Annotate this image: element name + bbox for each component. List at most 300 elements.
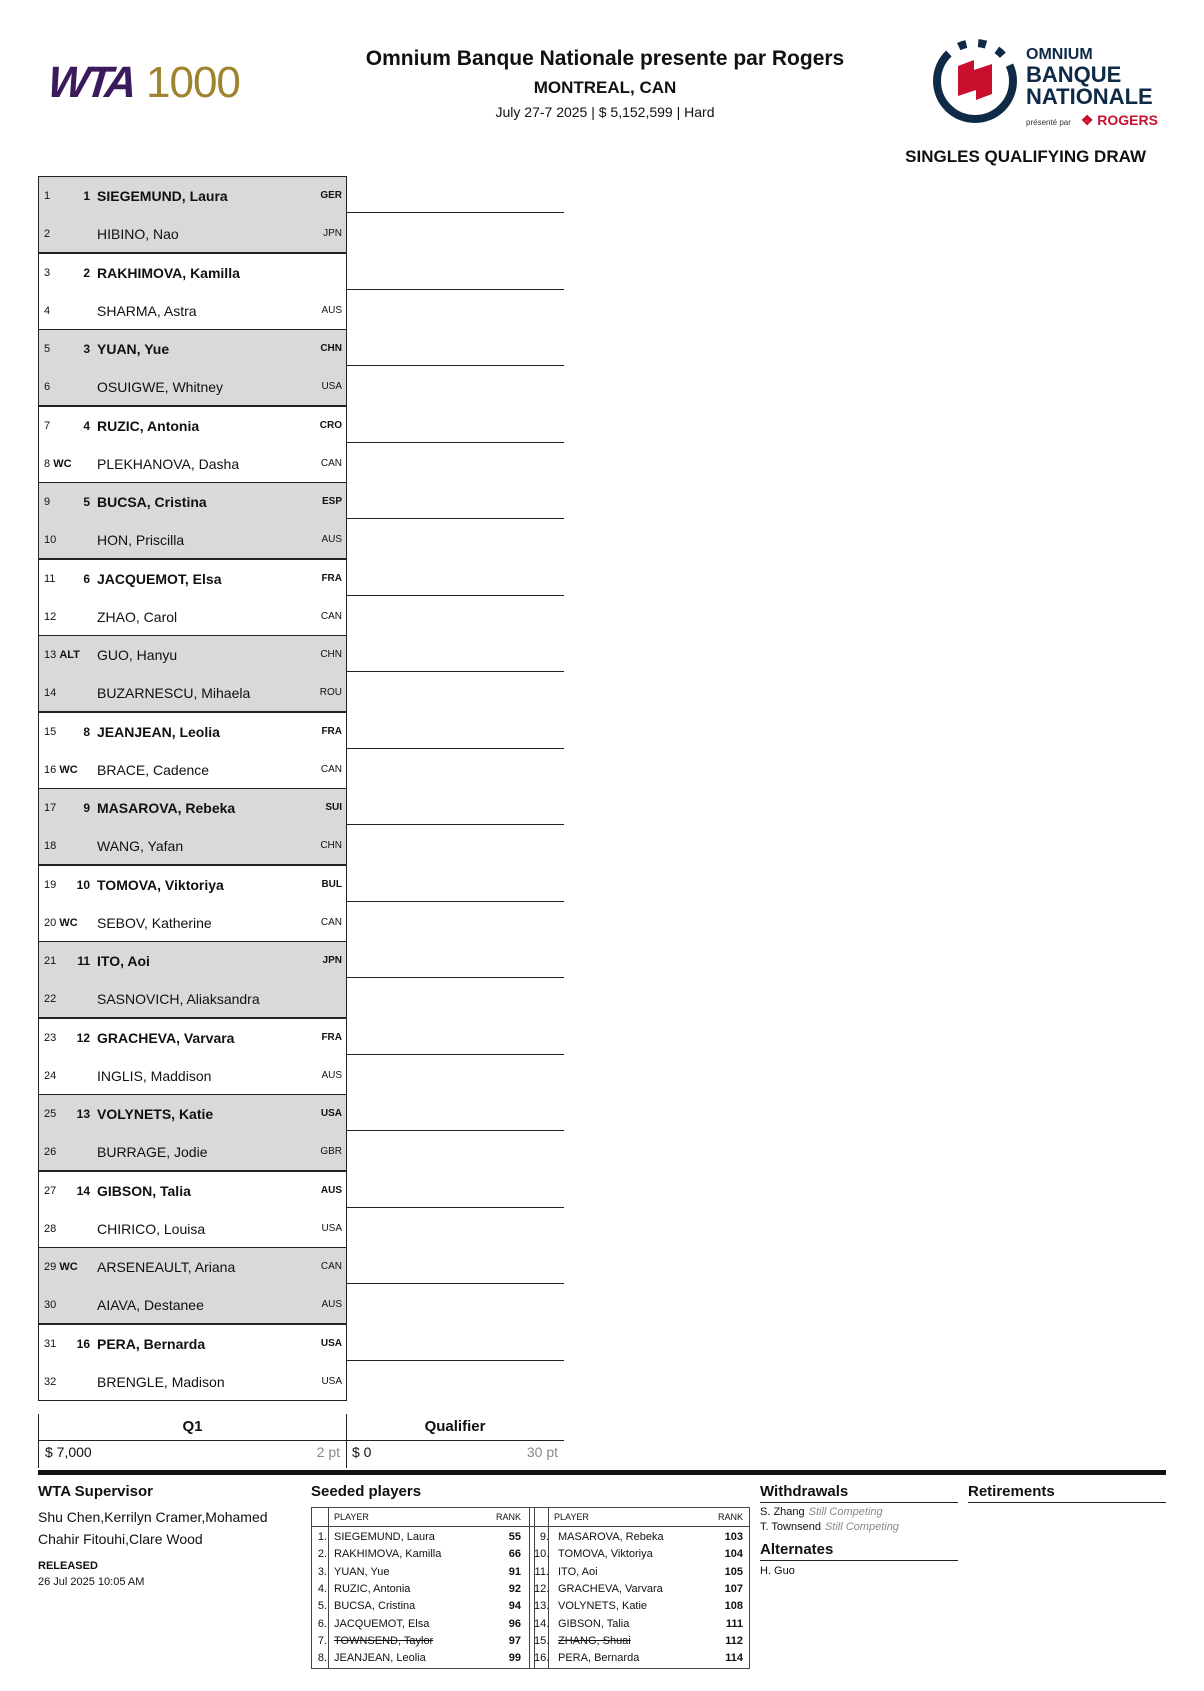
qualifier-slot-line [346, 595, 564, 596]
bnc-emblem-icon [930, 36, 1020, 126]
seeded-player-rank: 104 [724, 1548, 743, 1561]
seeded-player-name: TOWNSEND, Taylor [334, 1634, 434, 1647]
player-country: JPN [322, 955, 342, 966]
released-datetime: 26 Jul 2025 10:05 AM [38, 1576, 145, 1588]
player-country: USA [321, 1222, 342, 1234]
draw-position [44, 215, 50, 253]
qualifier-slot-line [346, 824, 564, 825]
player-country: ROU [319, 687, 342, 698]
seeded-player-name: MASAROVA, Rebeka [558, 1531, 664, 1543]
seeded-header-right [530, 1508, 749, 1527]
seed-number: 1 [83, 189, 90, 203]
player-name[interactable]: CHIRICO, Louisa [97, 1220, 206, 1237]
draw-position [44, 368, 50, 406]
player-name[interactable]: JACQUEMOT, Elsa [97, 570, 222, 587]
qualifier-slot-line [346, 1130, 564, 1131]
seed-index: 7. [317, 1634, 327, 1647]
player-country: FRA [321, 1031, 342, 1043]
withdrawals-title: Withdrawals [760, 1483, 958, 1503]
draw-position [44, 1095, 56, 1133]
seeded-player-name: JEANJEAN, Leolia [334, 1652, 426, 1665]
seeded-row [312, 1633, 529, 1651]
draw-position-number: 4 [44, 304, 51, 317]
withdrawals-section [760, 1483, 958, 1579]
player-name[interactable]: BRENGLE, Madison [97, 1373, 225, 1390]
player-country: GBR [320, 1146, 342, 1157]
draw-position [44, 980, 56, 1018]
draw-line [39, 636, 346, 674]
supervisor-title: WTA Supervisor [38, 1483, 154, 1500]
draw-line [39, 1172, 346, 1210]
seeded-col-rank: RANK [495, 1512, 521, 1522]
round-prize: $ 0 [352, 1444, 372, 1460]
draw-line [39, 254, 346, 292]
qualifier-slot-line [346, 901, 564, 902]
player-name[interactable]: TOMOVA, Viktoriya [97, 876, 224, 893]
draw-match [38, 1171, 347, 1248]
seeded-row [312, 1598, 529, 1616]
draw-position-number: 32 [44, 1375, 57, 1388]
player-name[interactable]: ITO, Aoi [97, 953, 150, 969]
seed-number: 2 [83, 265, 90, 280]
seed-index: 1. [317, 1531, 327, 1543]
draw-type: SINGLES QUALIFYING DRAW [905, 147, 1146, 166]
draw-match [38, 559, 347, 636]
qualifier-slot-line [346, 1207, 564, 1208]
player-name[interactable]: ARSENEAULT, Ariana [97, 1259, 236, 1275]
round-q1 [38, 1414, 347, 1468]
draw-position [44, 674, 56, 712]
draw-match [38, 635, 347, 712]
player-country: USA [320, 1108, 342, 1119]
draw-line [39, 674, 346, 712]
player-name[interactable]: GIBSON, Talia [97, 1182, 191, 1199]
seed-number: 4 [83, 418, 90, 433]
footer-divider [38, 1470, 1166, 1475]
tournament-header [320, 46, 890, 122]
draw-position [44, 1019, 56, 1057]
seeded-col-rank: RANK [717, 1512, 743, 1522]
draw-position [44, 636, 80, 674]
draw-position [44, 177, 50, 215]
supervisor-section [38, 1483, 308, 1588]
draw-match [38, 406, 347, 483]
entry-tag: WC [59, 916, 78, 929]
draw-line [39, 368, 346, 406]
player-name[interactable]: BUCSA, Cristina [97, 494, 207, 510]
sponsor-rogers [1026, 111, 1158, 132]
entry-tag: WC [53, 457, 72, 470]
draw-line [39, 1210, 346, 1248]
draw-position-number: 25 [44, 1108, 57, 1120]
seed-index: 13. [534, 1600, 550, 1613]
player-name[interactable]: SHARMA, Astra [97, 302, 197, 319]
player-name[interactable]: RUZIC, Antonia [97, 417, 200, 434]
seeded-row [312, 1616, 529, 1634]
seed-index: 3. [317, 1565, 327, 1578]
draw-position [44, 1286, 56, 1324]
draw-line [39, 827, 346, 865]
draw-position [44, 713, 56, 751]
seed-number: 8 [83, 724, 90, 739]
round-name: Qualifier [346, 1414, 564, 1441]
seeded-player-name: RAKHIMOVA, Kamilla [334, 1548, 442, 1561]
player-country: USA [321, 381, 342, 392]
seeded-player-rank: 94 [508, 1600, 521, 1613]
player-name[interactable]: SIEGEMUND, Laura [97, 188, 228, 204]
player-country: FRA [321, 725, 342, 737]
draw-position [44, 1363, 56, 1401]
draw-position-number: 5 [44, 343, 51, 355]
player-name[interactable]: MASAROVA, Rebeka [97, 800, 236, 816]
player-country: CAN [320, 916, 342, 928]
player-country: CHN [320, 343, 342, 354]
player-name[interactable]: GRACHEVA, Varvara [97, 1029, 235, 1046]
seed-index: 5. [317, 1600, 327, 1613]
entry-tag: WC [59, 1261, 78, 1273]
qualifier-slot-line [346, 365, 564, 366]
draw-match [38, 712, 347, 789]
seeded-header-left [312, 1508, 529, 1527]
draw-position-number: 6 [44, 381, 51, 393]
supervisor-names-line: Shu Chen,Kerrilyn Cramer,Mohamed [38, 1509, 268, 1525]
seeded-row [534, 1581, 749, 1599]
withdrawal-status: Still Competing [808, 1506, 883, 1518]
seed-index: 10. [534, 1548, 550, 1561]
seed-index: 14. [534, 1617, 550, 1630]
player-country: BUL [321, 878, 342, 890]
seed-index: 4. [317, 1582, 327, 1595]
seeded-player-name: ITO, Aoi [558, 1565, 598, 1578]
seeded-row [534, 1598, 749, 1616]
draw-position-number: 17 [44, 802, 57, 814]
qualifier-slot-line [346, 1283, 564, 1284]
qualifier-slot-line [346, 1054, 564, 1055]
player-name[interactable]: ZHAO, Carol [97, 608, 178, 625]
draw-match [38, 1324, 347, 1401]
seeded-row [534, 1633, 749, 1651]
seeded-title: Seeded players [311, 1483, 422, 1500]
seeded-player-name: BUCSA, Cristina [334, 1600, 416, 1613]
player-name[interactable]: JEANJEAN, Leolia [97, 723, 220, 740]
draw-position-number: 20 [44, 916, 57, 929]
round-points: 2 pt [316, 1444, 340, 1460]
qualifier-slot-line [346, 289, 564, 290]
qualifier-slot-line [346, 518, 564, 519]
draw-position-number: 31 [44, 1337, 57, 1350]
seeded-row [312, 1564, 529, 1582]
player-country: ESP [321, 496, 342, 507]
draw-position-number: 30 [44, 1299, 57, 1311]
seed-number: 3 [83, 342, 90, 356]
draw-position-number: 29 [44, 1261, 57, 1273]
draw-match [38, 176, 347, 253]
withdrawal-name: S. Zhang [760, 1506, 805, 1518]
rogers-icon: ❖ [1080, 112, 1094, 128]
player-country: AUS [320, 1184, 342, 1196]
seed-index: 6. [317, 1617, 327, 1630]
sponsor-line-3: NATIONALE [1026, 84, 1153, 109]
draw-match [38, 253, 347, 330]
player-country: AUS [321, 304, 342, 316]
seed-number: 12 [76, 1030, 90, 1045]
seeded-player-name: TOMOVA, Viktoriya [558, 1548, 653, 1561]
seed-number: 14 [76, 1183, 90, 1198]
seeded-player-rank: 108 [724, 1600, 743, 1613]
player-name[interactable]: WANG, Yafan [97, 838, 184, 854]
draw-position-number: 8 [44, 457, 51, 470]
round-prize-table [38, 1414, 566, 1470]
draw-position [44, 483, 50, 521]
seeded-row [312, 1650, 529, 1668]
draw-position [44, 942, 56, 980]
draw-position-number: 7 [44, 419, 51, 432]
sponsor-logo [930, 34, 1160, 134]
tournament-location: MONTREAL, CAN [533, 78, 677, 97]
wta-1000-logo [45, 58, 240, 107]
draw-line [39, 980, 346, 1018]
player-name[interactable]: SEBOV, Katherine [97, 914, 212, 931]
draw-match [38, 1094, 347, 1171]
player-name[interactable]: OSUIGWE, Whitney [97, 379, 224, 395]
draw-line [39, 713, 346, 751]
draw-position [44, 1133, 56, 1171]
draw-position-number: 16 [44, 763, 57, 776]
seeded-player-name: RUZIC, Antonia [334, 1582, 411, 1595]
draw-line [39, 1286, 346, 1324]
player-name[interactable]: PERA, Bernarda [97, 1335, 206, 1352]
draw-line [39, 751, 346, 789]
draw-position [44, 254, 50, 292]
draw-position [44, 827, 56, 865]
tournament-details: July 27-7 2025 | $ 5,152,599 | Hard [495, 104, 715, 120]
draw-line [39, 1057, 346, 1095]
qualifier-slot-line [346, 671, 564, 672]
player-country: CHN [320, 649, 342, 660]
draw-position-number: 28 [44, 1222, 57, 1235]
player-country: AUS [321, 1299, 342, 1310]
withdrawal-item [760, 1505, 958, 1520]
entry-tag: ALT [59, 649, 80, 661]
draw-position [44, 560, 55, 598]
draw-position [44, 1210, 56, 1248]
player-country: USA [320, 1337, 342, 1349]
draw-position-number: 24 [44, 1069, 57, 1082]
alternates-list [760, 1564, 958, 1579]
seeded-row [312, 1529, 529, 1547]
seeded-player-rank: 107 [724, 1582, 743, 1595]
draw-position [44, 789, 56, 827]
draw-line [39, 789, 346, 827]
draw-match [38, 1247, 347, 1324]
seeded-player-rank: 112 [725, 1634, 743, 1647]
qualifying-draw [38, 176, 348, 1400]
seeded-player-rank: 103 [724, 1531, 743, 1543]
seeded-players-section [311, 1483, 751, 1665]
seeded-player-name: VOLYNETS, Katie [558, 1600, 648, 1613]
player-country: CHN [320, 840, 342, 851]
draw-position-number: 1 [44, 190, 51, 202]
player-name[interactable]: BURRAGE, Jodie [97, 1144, 208, 1160]
player-name[interactable]: HON, Priscilla [97, 532, 185, 548]
player-name[interactable]: YUAN, Yue [97, 341, 170, 357]
player-country: CAN [320, 610, 342, 622]
withdrawal-name: T. Townsend [760, 1521, 821, 1533]
draw-line [39, 560, 346, 598]
player-country: JPN [323, 228, 342, 239]
seeded-player-name: PERA, Bernarda [558, 1652, 640, 1665]
sponsor-line-2: BANQUE [1026, 62, 1122, 87]
player-country: GER [320, 190, 342, 201]
withdrawal-status: Still Competing [824, 1521, 899, 1533]
draw-position-number: 26 [44, 1146, 57, 1158]
seeded-player-rank: 91 [508, 1565, 521, 1578]
draw-position-number: 23 [44, 1031, 57, 1044]
draw-position-number: 14 [44, 687, 57, 699]
seed-index: 11. [534, 1565, 549, 1578]
seeded-player-rank: 96 [508, 1617, 521, 1630]
withdrawal-item [760, 1520, 958, 1535]
seeded-player-name: YUAN, Yue [334, 1565, 390, 1578]
draw-line [39, 904, 346, 942]
player-name[interactable]: AIAVA, Destanee [97, 1297, 204, 1313]
seeded-player-rank: 92 [508, 1582, 521, 1595]
draw-position [44, 407, 50, 445]
draw-position-number: 13 [44, 649, 57, 661]
draw-match [38, 329, 347, 406]
draw-line [39, 1325, 346, 1363]
qualifier-slot-line [346, 977, 564, 978]
seed-number: 10 [76, 877, 90, 892]
player-country: AUS [321, 534, 342, 545]
player-country: SUI [325, 802, 342, 813]
seeded-player-rank: 114 [725, 1652, 743, 1665]
qualifier-slot-line [346, 212, 564, 213]
player-name[interactable]: PLEKHANOVA, Dasha [97, 455, 240, 472]
player-name[interactable]: BUZARNESCU, Mihaela [97, 685, 251, 701]
seed-index: 9. [539, 1531, 549, 1543]
draw-position [44, 1172, 56, 1210]
round-name: Q1 [39, 1414, 346, 1441]
draw-position [44, 292, 50, 330]
draw-position-number: 9 [44, 496, 51, 508]
draw-position-number: 3 [44, 266, 51, 279]
sponsor-rogers-name: ROGERS [1097, 112, 1158, 128]
qualifier-slot-line [346, 1360, 564, 1361]
draw-position [44, 521, 56, 559]
draw-line [39, 177, 346, 215]
seed-index: 8. [317, 1652, 327, 1665]
tournament-title: Omnium Banque Nationale presente par Rogers [365, 47, 845, 70]
seed-number: 16 [76, 1336, 90, 1351]
seeded-players-table [311, 1507, 750, 1669]
draw-position-number: 19 [44, 878, 57, 891]
player-name[interactable]: INGLIS, Maddison [97, 1067, 212, 1084]
seeded-player-name: SIEGEMUND, Laura [334, 1531, 435, 1543]
seeded-player-name: GIBSON, Talia [558, 1617, 630, 1630]
withdrawals-list [760, 1505, 958, 1535]
draw-line [39, 598, 346, 636]
supervisor-names [38, 1506, 308, 1550]
sponsor-presented-by: présenté par [1026, 118, 1071, 127]
seeded-row [534, 1546, 749, 1564]
seeded-player-name: GRACHEVA, Varvara [558, 1582, 663, 1595]
retirements-section [968, 1483, 1166, 1503]
draw-position-number: 18 [44, 840, 57, 852]
seeded-player-rank: 97 [508, 1634, 521, 1647]
seeded-row [534, 1564, 749, 1582]
seed-number: 9 [83, 801, 90, 815]
seeded-divider [529, 1508, 530, 1668]
draw-line [39, 215, 346, 253]
seed-index: 16. [534, 1652, 550, 1665]
sponsor-line-1: OMNIUM [1026, 46, 1093, 63]
draw-match [38, 1018, 347, 1095]
player-name[interactable]: RAKHIMOVA, Kamilla [97, 264, 240, 281]
seeded-player-name: JACQUEMOT, Elsa [334, 1617, 430, 1630]
seed-index: 12. [534, 1582, 550, 1595]
seeded-player-rank: 99 [508, 1652, 521, 1665]
draw-line [39, 445, 346, 483]
player-country: CAN [320, 1261, 342, 1272]
seeded-player-rank: 55 [508, 1531, 521, 1543]
player-country: AUS [321, 1069, 342, 1081]
supervisor-names-line: Chahir Fitouhi,Clare Wood [38, 1531, 203, 1547]
round-qualifier [346, 1414, 564, 1468]
sponsor-wordmark [1026, 46, 1158, 132]
player-name[interactable]: GUO, Hanyu [97, 647, 178, 663]
draw-line [39, 407, 346, 445]
draw-position-number: 11 [44, 572, 56, 585]
seed-number: 6 [83, 571, 90, 586]
player-name[interactable]: SASNOVICH, Aliaksandra [97, 991, 260, 1007]
draw-line [39, 1133, 346, 1171]
retirements-title: Retirements [968, 1483, 1166, 1503]
seed-number: 13 [76, 1107, 90, 1121]
draw-position-number: 10 [44, 534, 57, 546]
draw-position-number: 15 [44, 725, 57, 738]
draw-position [44, 751, 78, 789]
player-country: FRA [321, 572, 342, 584]
draw-position [44, 1325, 56, 1363]
seeded-player-rank: 66 [508, 1548, 521, 1561]
draw-line [39, 521, 346, 559]
draw-match [38, 865, 347, 942]
released-label: RELEASED [38, 1560, 98, 1572]
qualifier-lines [346, 176, 566, 1400]
wta-logo-mark: WTA [45, 58, 136, 107]
seed-number: 11 [77, 954, 90, 968]
draw-line [39, 1248, 346, 1286]
seeded-row [534, 1529, 749, 1547]
player-name[interactable]: VOLYNETS, Katie [97, 1106, 214, 1122]
alternate-item: H. Guo [760, 1565, 795, 1577]
draw-position [44, 1248, 78, 1286]
seeded-col-player: PLAYER [334, 1512, 369, 1522]
draw-line [39, 483, 346, 521]
draw-position-number: 2 [44, 228, 51, 240]
player-country: USA [321, 1375, 342, 1387]
draw-match [38, 482, 347, 559]
round-prize: $ 7,000 [45, 1444, 92, 1460]
seeded-row [312, 1546, 529, 1564]
round-points: 30 pt [526, 1444, 558, 1460]
seeded-row [312, 1581, 529, 1599]
entry-tag: WC [59, 763, 78, 776]
draw-position [44, 1057, 56, 1095]
player-name[interactable]: HIBINO, Nao [97, 226, 179, 242]
player-name[interactable]: BRACE, Cadence [97, 761, 210, 778]
